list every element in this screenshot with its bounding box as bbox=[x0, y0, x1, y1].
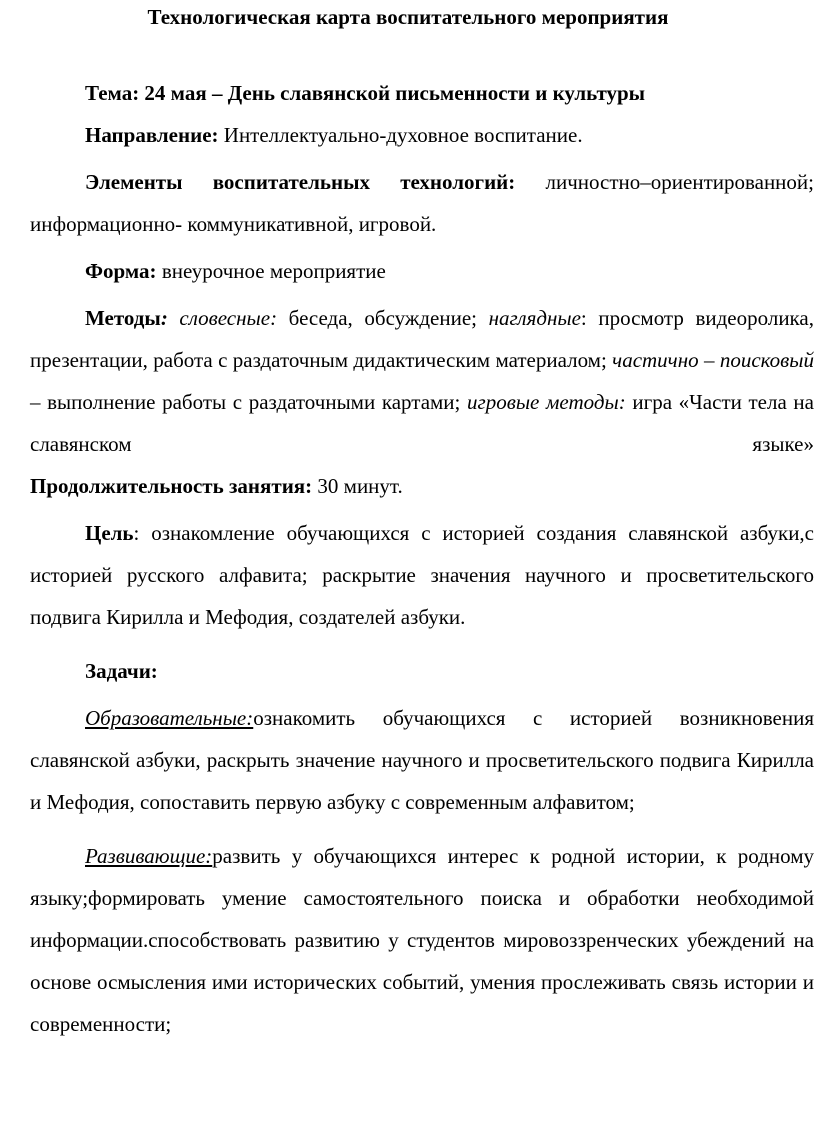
tasks-developmental-paragraph bbox=[30, 835, 814, 1045]
methods-colon: : bbox=[160, 306, 168, 330]
elements-line bbox=[30, 161, 814, 245]
document-body bbox=[30, 72, 814, 1045]
goal-label: Цель bbox=[85, 521, 134, 545]
methods-search-label: частично – поисковый bbox=[612, 348, 815, 372]
form-line bbox=[30, 250, 814, 292]
duration-line bbox=[30, 465, 814, 507]
methods-verbal-text: беседа, обсуждение; bbox=[277, 306, 489, 330]
goal-paragraph bbox=[30, 512, 814, 638]
educational-label: Образовательные: bbox=[85, 706, 254, 730]
form-text: внеурочное мероприятие bbox=[156, 259, 386, 283]
methods-paragraph bbox=[30, 297, 814, 465]
elements-text: личностно–ориентированной; информационно- коммуникативной, игровой. bbox=[30, 170, 814, 236]
elements-label: Элементы воспитательных технологий: bbox=[85, 170, 516, 194]
form-label: Форма: bbox=[85, 259, 157, 283]
methods-search-text: – выполнение работы с раздаточными картами; bbox=[30, 390, 468, 414]
direction-line bbox=[30, 114, 814, 156]
methods-label: Методы bbox=[85, 306, 161, 330]
methods-verbal-label: словесные: bbox=[167, 306, 278, 330]
duration-text: 30 минут. bbox=[312, 474, 403, 498]
educational-text: ознакомить обучающихся с историей возникновения славянской азбуки, раскрыть значение научного и просветительского подвига Кирилла и Мефодия, сопоставить первую азбуку с современным алфавитом; bbox=[30, 706, 814, 814]
developmental-text: развить у обучающихся интерес к родной истории, к родному языку;формировать умение самостоятельного поиска и обработки необходимой информации.способствовать развитию у студентов мировоззренческих убеждений на основе осмысления ими исторических событий, умения прослеживать связь истории и современности; bbox=[30, 844, 814, 1036]
goal-text: : ознакомление обучающихся с историей создания славянской азбуки,с историей русского алфавита; раскрытие значения научного и просветительского подвига Кирилла и Мефодия, создателей азбуки. bbox=[30, 521, 814, 629]
direction-label: Направление: bbox=[85, 123, 219, 147]
methods-visual-text: : просмотр видеоролика, презентации, работа с раздаточным дидактическим материалом; bbox=[30, 306, 815, 372]
tasks-educational-paragraph bbox=[30, 697, 814, 823]
direction-text: Интеллектуально-духовное воспитание. bbox=[218, 123, 583, 147]
document-title: Технологическая карта воспитательного мероприятия bbox=[147, 5, 669, 29]
topic-line: Тема: 24 мая – День славянской письменности и культуры bbox=[85, 81, 646, 105]
tasks-heading: Задачи: bbox=[85, 659, 158, 683]
methods-game-text: игра «Части тела на славянском языке» bbox=[30, 390, 814, 456]
methods-visual-label: наглядные bbox=[488, 306, 581, 330]
methods-game-label: игровые методы: bbox=[467, 390, 626, 414]
duration-label: Продолжительность занятия: bbox=[30, 474, 313, 498]
developmental-label: Развивающие: bbox=[85, 844, 213, 868]
